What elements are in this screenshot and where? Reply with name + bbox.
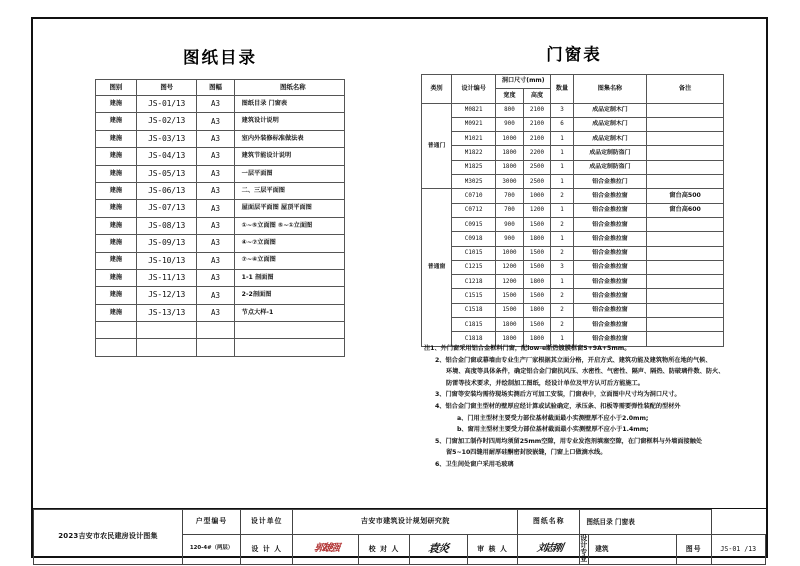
drawing-number: JS-01/13 — [136, 96, 197, 113]
drawing-number: JS-13/13 — [136, 304, 197, 321]
dw-width: 1000 — [496, 246, 524, 260]
dw-row[interactable] — [422, 146, 724, 160]
drawing-category: 建施 — [96, 269, 137, 286]
dw-code: C0918 — [452, 232, 496, 246]
drawing-category: 建施 — [96, 148, 137, 165]
drawing-list-row[interactable] — [96, 304, 345, 321]
design-unit-label: 设计单位 — [241, 510, 293, 535]
dw-remark — [647, 318, 724, 332]
checker-signature-cell — [409, 535, 467, 565]
note-line-6: 4、铝合金门窗主型材的壁厚应经计算或试验确定，承压条、扣板等需要弹性装配的型材外 — [435, 403, 681, 411]
drawing-list-row[interactable] — [96, 148, 345, 165]
house-type-label: 户型编号 — [182, 510, 240, 535]
drawing-list-row[interactable] — [96, 113, 345, 130]
dw-row[interactable] — [422, 189, 724, 203]
dw-height: 1800 — [523, 332, 551, 346]
note-line-1: 注1、外门窗采用铝合金框料门窗，配low-e断热镀膜框窗5+9A+5mm。 — [424, 345, 631, 352]
dw-height: 2200 — [523, 146, 551, 160]
dw-code: M0921 — [452, 117, 496, 131]
drawing-list-row[interactable] — [96, 339, 345, 356]
drawing-list-row[interactable] — [96, 200, 345, 217]
note-line-2: 2、铝合金门窗或幕墙由专业生产厂家根据其立面分格，开启方式、建筑功能及建筑物所在地的气候、 — [435, 356, 712, 364]
drawing-size: A3 — [197, 287, 234, 304]
drawing-list-header-1: 图别 — [96, 80, 137, 96]
dw-remark — [647, 117, 724, 131]
reviewer-signature-cell — [518, 535, 580, 565]
dw-quantity: 1 — [551, 332, 573, 346]
dw-atlas-name: 铝合金推拉窗 — [573, 303, 647, 317]
dw-header-category: 类别 — [422, 75, 452, 104]
drawing-size: A3 — [197, 252, 234, 269]
dw-quantity: 2 — [551, 246, 573, 260]
note-line-4: 防雷等技术要求，并绘制加工图纸，经设计单位及甲方认可后方能施工。 — [446, 379, 644, 387]
dw-width: 1200 — [496, 275, 524, 289]
drawing-size: A3 — [197, 217, 234, 234]
schedule-notes — [424, 344, 734, 472]
drawing-size: A3 — [197, 200, 234, 217]
dw-width: 3000 — [496, 175, 524, 189]
dw-atlas-name: 铝合金推拉窗 — [573, 217, 647, 231]
dw-height: 1800 — [523, 303, 551, 317]
dw-width: 1000 — [496, 132, 524, 146]
dw-code: C0710 — [452, 189, 496, 203]
drawing-name: 1-1 剖面图 — [234, 269, 344, 286]
drawing-category: 建施 — [96, 304, 137, 321]
dw-remark — [647, 175, 724, 189]
dw-quantity: 2 — [551, 318, 573, 332]
title-block-table — [33, 509, 766, 565]
drawing-category: 建施 — [96, 200, 137, 217]
dw-header-remark: 备注 — [647, 75, 724, 104]
dw-header-design-code: 设计编号 — [452, 75, 496, 104]
dw-code: M1822 — [452, 146, 496, 160]
dw-atlas-name: 铝合金推拉窗 — [573, 260, 647, 274]
dw-header-atlas-name: 图集名称 — [573, 75, 647, 104]
drawing-list-row[interactable] — [96, 165, 345, 182]
drawing-number: JS-12/13 — [136, 287, 197, 304]
drawing-name: ⑦~④立面图 — [234, 252, 344, 269]
dw-quantity: 1 — [551, 232, 573, 246]
drawing-name: 一层平面图 — [234, 165, 344, 182]
dw-atlas-name: 铝合金推拉窗 — [573, 189, 647, 203]
dw-remark — [647, 260, 724, 274]
dw-height: 2100 — [523, 117, 551, 131]
drawing-size: A3 — [197, 96, 234, 113]
dw-row[interactable] — [422, 103, 724, 117]
drawing-list-header-3: 图幅 — [197, 80, 234, 96]
dw-atlas-name: 铝合金推拉窗 — [573, 246, 647, 260]
dw-quantity: 2 — [551, 303, 573, 317]
discipline-value: 建筑 — [589, 535, 677, 565]
drawing-number: JS-11/13 — [136, 269, 197, 286]
dw-width: 1800 — [496, 160, 524, 174]
dw-code: C0915 — [452, 217, 496, 231]
dw-remark — [647, 103, 724, 117]
dw-quantity: 1 — [551, 275, 573, 289]
dw-height: 2500 — [523, 160, 551, 174]
dw-width: 1500 — [496, 303, 524, 317]
drawing-size — [197, 322, 234, 339]
dw-header-opening-size: 洞口尺寸(mm) — [496, 75, 551, 89]
dw-remark: 窗台高600 — [647, 203, 724, 217]
dw-remark: 窗台高500 — [647, 189, 724, 203]
dw-remark — [647, 246, 724, 260]
dw-width: 1500 — [496, 289, 524, 303]
drawing-size: A3 — [197, 165, 234, 182]
drawing-list-section — [75, 44, 365, 357]
drawing-no-label: 图号 — [677, 535, 712, 565]
dw-code: C1215 — [452, 260, 496, 274]
drawing-list-row[interactable] — [96, 322, 345, 339]
drawing-category: 建施 — [96, 252, 137, 269]
dw-quantity: 3 — [551, 103, 573, 117]
drawing-name: 节点大样-1 — [234, 304, 344, 321]
drawing-category: 建施 — [96, 113, 137, 130]
dw-code: C1518 — [452, 303, 496, 317]
dw-height: 2100 — [523, 132, 551, 146]
note-line-10: 留5~10四缝用耐厚硅酮密封胶嵌缝，门窗上口做滴水线。 — [446, 449, 607, 457]
checker-signature: 袁炎 — [427, 542, 450, 556]
dw-quantity: 2 — [551, 289, 573, 303]
drawing-list-header-4: 图纸名称 — [234, 80, 344, 96]
dw-width: 1200 — [496, 260, 524, 274]
drawing-list-row[interactable] — [96, 269, 345, 286]
drawing-name: 二、三层平面图 — [234, 182, 344, 199]
designer-signature-cell — [293, 535, 359, 565]
drawing-size: A3 — [197, 304, 234, 321]
dw-code: M1021 — [452, 132, 496, 146]
drawing-name — [234, 322, 344, 339]
drawing-number: JS-06/13 — [136, 182, 197, 199]
door-window-schedule-table — [421, 74, 724, 347]
dw-remark — [647, 217, 724, 231]
dw-height: 1500 — [523, 260, 551, 274]
drawing-name-label: 图纸名称 — [518, 510, 580, 535]
drawing-number — [136, 322, 197, 339]
note-line-11: 6、卫生间处窗户采用毛玻璃 — [435, 461, 514, 469]
dw-remark — [647, 132, 724, 146]
drawing-list-header-2: 图号 — [136, 80, 197, 96]
drawing-list-title: 图纸目录 — [183, 48, 257, 67]
drawing-category: 建施 — [96, 217, 137, 234]
dw-atlas-name: 铝合金推拉窗 — [573, 232, 647, 246]
drawing-list-row[interactable] — [96, 217, 345, 234]
discipline-label: 设计专业 — [580, 534, 589, 564]
title-block — [33, 508, 766, 564]
drawing-number: JS-07/13 — [136, 200, 197, 217]
drawing-list-row[interactable] — [96, 235, 345, 252]
drawing-name: 建筑设计说明 — [234, 113, 344, 130]
dw-row[interactable] — [422, 175, 724, 189]
drawing-number: JS-09/13 — [136, 235, 197, 252]
drawing-category: 建施 — [96, 96, 137, 113]
drawing-number — [136, 339, 197, 356]
drawing-size: A3 — [197, 130, 234, 147]
dw-quantity: 1 — [551, 160, 573, 174]
note-line-7: a、门用主型材主要受力部位基材截面最小实测壁厚不应小于2.0mm; — [457, 414, 649, 422]
dw-height: 1000 — [523, 189, 551, 203]
drawing-list-row[interactable] — [96, 96, 345, 113]
drawing-name: 屋面层平面图 屋顶平面图 — [234, 200, 344, 217]
dw-width: 900 — [496, 217, 524, 231]
note-line-8: b、窗用主型材主要受力部位基材截面最小实测壁厚不应小于1.4mm; — [457, 426, 649, 434]
dw-category-1: 普通门 — [422, 103, 452, 189]
dw-row[interactable] — [422, 246, 724, 260]
dw-row[interactable] — [422, 203, 724, 217]
drawing-size: A3 — [197, 269, 234, 286]
dw-width: 700 — [496, 203, 524, 217]
drawing-number: JS-04/13 — [136, 148, 197, 165]
drawing-category: 建施 — [96, 130, 137, 147]
drawing-number: JS-03/13 — [136, 130, 197, 147]
dw-quantity: 2 — [551, 189, 573, 203]
dw-code: C0712 — [452, 203, 496, 217]
note-line-5: 3、门窗等安装均需待现场实测后方可加工安装，门窗表中，立面图中尺寸均为洞口尺寸。 — [435, 391, 681, 399]
dw-height: 1500 — [523, 289, 551, 303]
dw-row[interactable] — [422, 217, 724, 231]
dw-remark — [647, 146, 724, 160]
dw-quantity: 1 — [551, 132, 573, 146]
note-line-9: 5、门窗加工制作时四周均须留25mm空隙，用专业发泡剂填塞空隙，在门窗框料与外墙面接触处 — [435, 437, 703, 445]
drawing-size: A3 — [197, 235, 234, 252]
drawing-number: JS-05/13 — [136, 165, 197, 182]
dw-atlas-name: 铝合金推拉窗 — [573, 318, 647, 332]
drawing-list-row[interactable] — [96, 287, 345, 304]
dw-height: 1200 — [523, 203, 551, 217]
dw-quantity: 6 — [551, 117, 573, 131]
drawing-name: 建筑节能设计说明 — [234, 148, 344, 165]
dw-quantity: 1 — [551, 175, 573, 189]
dw-atlas-name: 铝合金推拉门 — [573, 175, 647, 189]
drawing-category — [96, 322, 137, 339]
dw-height: 2500 — [523, 175, 551, 189]
door-window-schedule-section — [421, 41, 727, 347]
dw-code: M3025 — [452, 175, 496, 189]
dw-height: 2100 — [523, 103, 551, 117]
note-line-3: 环境、高度等具体条件，确定铝合金门窗抗风压、水密性、气密性、隔声、隔热、防破璃件数、防火、 — [446, 368, 725, 376]
dw-width: 1800 — [496, 146, 524, 160]
dw-code: C1015 — [452, 246, 496, 260]
dw-header-width: 宽度 — [496, 89, 524, 103]
dw-code: C1218 — [452, 275, 496, 289]
dw-code: C1818 — [452, 332, 496, 346]
drawing-size — [197, 339, 234, 356]
dw-atlas-name: 成品定制防盗门 — [573, 160, 647, 174]
drawing-name: ①~⑤立面图 ⑤~①立面图 — [234, 217, 344, 234]
dw-width: 700 — [496, 189, 524, 203]
dw-remark — [647, 303, 724, 317]
dw-height: 1500 — [523, 318, 551, 332]
designer-label: 设 计 人 — [241, 535, 293, 565]
dw-row[interactable] — [422, 303, 724, 317]
dw-atlas-name: 铝合金推拉窗 — [573, 275, 647, 289]
designer-signature: 郭雄强 — [313, 543, 339, 554]
dw-atlas-name: 铝合金推拉窗 — [573, 203, 647, 217]
dw-row[interactable] — [422, 318, 724, 332]
institute-name: 吉安市建筑设计规划研究院 — [293, 510, 518, 535]
dw-row[interactable] — [422, 232, 724, 246]
reviewer-signature: 刘志刚 — [536, 543, 562, 554]
drawing-name: 室内外装修标准做法表 — [234, 130, 344, 147]
dw-row[interactable] — [422, 275, 724, 289]
drawing-list-row[interactable] — [96, 182, 345, 199]
drawing-size: A3 — [197, 182, 234, 199]
drawing-list-table — [95, 79, 345, 357]
dw-atlas-name: 成品定制木门 — [573, 117, 647, 131]
dw-header-height: 高度 — [523, 89, 551, 103]
drawing-category — [96, 339, 137, 356]
drawing-category: 建施 — [96, 165, 137, 182]
dw-height: 1500 — [523, 217, 551, 231]
drawing-size: A3 — [197, 148, 234, 165]
dw-width: 900 — [496, 117, 524, 131]
drawing-list-row[interactable] — [96, 130, 345, 147]
dw-row[interactable] — [422, 260, 724, 274]
dw-quantity: 2 — [551, 217, 573, 231]
drawing-name-value: 图纸目录 门窗表 — [580, 510, 711, 535]
drawing-number: JS-10/13 — [136, 252, 197, 269]
dw-height: 1800 — [523, 275, 551, 289]
drawing-category: 建施 — [96, 287, 137, 304]
drawing-category: 建施 — [96, 182, 137, 199]
dw-quantity: 1 — [551, 203, 573, 217]
dw-row[interactable] — [422, 160, 724, 174]
door-window-schedule-title: 门窗表 — [546, 45, 602, 64]
dw-header-row-1 — [422, 75, 724, 89]
drawing-number: JS-02/13 — [136, 113, 197, 130]
drawing-size: A3 — [197, 113, 234, 130]
drawing-name: 图纸目录 门窗表 — [234, 96, 344, 113]
dw-code: C1815 — [452, 318, 496, 332]
dw-width: 800 — [496, 103, 524, 117]
drawing-name: ④~⑦立面图 — [234, 235, 344, 252]
checker-label: 校 对 人 — [359, 535, 409, 565]
dw-remark — [647, 289, 724, 303]
dw-code: M1825 — [452, 160, 496, 174]
dw-atlas-name: 成品定制木门 — [573, 132, 647, 146]
drawing-list-header-row — [96, 80, 345, 96]
dw-quantity: 3 — [551, 260, 573, 274]
dw-remark — [647, 275, 724, 289]
dw-header-quantity: 数量 — [551, 75, 573, 104]
dw-row[interactable] — [422, 117, 724, 131]
dw-width: 1800 — [496, 318, 524, 332]
dw-height: 1500 — [523, 246, 551, 260]
dw-atlas-name: 成品定制防盗门 — [573, 146, 647, 160]
dw-code: C1515 — [452, 289, 496, 303]
house-type-value: 120-4#（两层） — [182, 535, 240, 565]
dw-atlas-name: 铝合金推拉窗 — [573, 289, 647, 303]
dw-height: 1800 — [523, 232, 551, 246]
drawing-list-row[interactable] — [96, 252, 345, 269]
dw-remark — [647, 160, 724, 174]
dw-quantity: 1 — [551, 146, 573, 160]
drawing-no-value: JS-01 /13 — [711, 535, 765, 565]
atlas-name-cell: 2023吉安市农民建房设计图集 — [34, 510, 183, 565]
dw-atlas-name: 铝合金推拉窗 — [573, 332, 647, 346]
dw-width: 1800 — [496, 332, 524, 346]
drawing-number: JS-08/13 — [136, 217, 197, 234]
dw-row[interactable] — [422, 289, 724, 303]
drawing-sheet-frame — [31, 17, 768, 564]
dw-category-2: 普通窗 — [422, 189, 452, 346]
dw-width: 900 — [496, 232, 524, 246]
dw-remark — [647, 232, 724, 246]
dw-row[interactable] — [422, 132, 724, 146]
dw-atlas-name: 成品定制木门 — [573, 103, 647, 117]
dw-code: M0821 — [452, 103, 496, 117]
drawing-category: 建施 — [96, 235, 137, 252]
drawing-name: 2-2剖面图 — [234, 287, 344, 304]
drawing-name — [234, 339, 344, 356]
reviewer-label: 审 核 人 — [467, 535, 517, 565]
